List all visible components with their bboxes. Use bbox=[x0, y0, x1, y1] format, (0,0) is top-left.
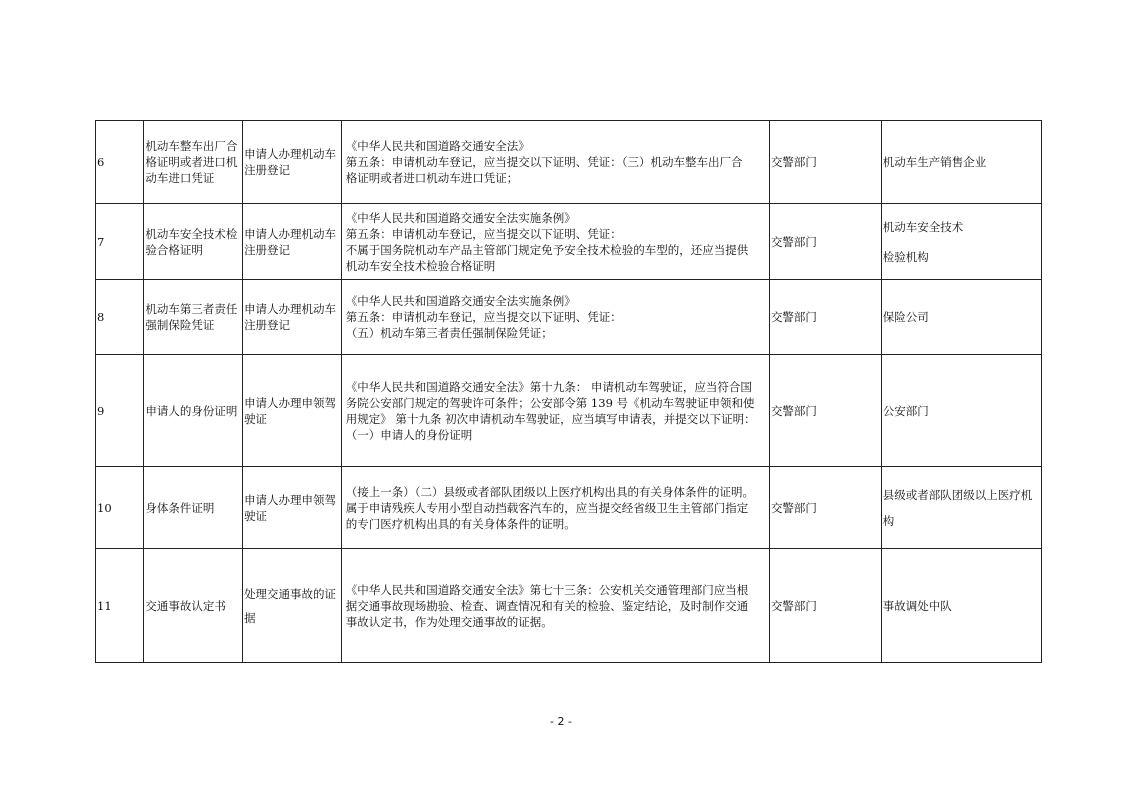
cell-basis: 《中华人民共和国道路交通安全法》第七十三条：公安机关交通管理部门应当根 据交通事故现场勘验、检查、调查情况和有关的检验、鉴定结论，及时制作交通 事故认定书，作为处理交通事故的证据。 bbox=[341, 549, 769, 663]
table-row bbox=[96, 549, 1042, 663]
cell-material: 机动车整车出厂合 格证明或者进口机 动车进口凭证 bbox=[144, 121, 243, 204]
cell-number: 9 bbox=[96, 355, 144, 467]
table-row bbox=[96, 204, 1042, 280]
cell-basis: 《中华人民共和国道路交通安全法》第十九条： 申请机动车驾驶证，应当符合国 务院公安部门规定的驾驶许可条件；公安部令第 139 号《机动车驾驶证申领和使 用规定》 第十九条 初次申请机动车驾驶证，应当填写申请表，并提交以下证明： （一）申请人的身份证明 bbox=[341, 355, 769, 467]
cell-basis: 《中华人民共和国道路交通安全法》 第五条：申请机动车登记，应当提交以下证明、凭证：（三）机动车整车出厂合 格证明或者进口机动车进口凭证； bbox=[341, 121, 769, 204]
cell-department: 交警部门 bbox=[769, 467, 881, 549]
cell-material: 机动车第三者责任 强制保险凭证 bbox=[144, 280, 243, 355]
cell-department: 交警部门 bbox=[769, 204, 881, 280]
cell-basis: 《中华人民共和国道路交通安全法实施条例》 第五条：申请机动车登记，应当提交以下证明、凭证： 不属于国务院机动车产品主管部门规定免予安全技术检验的车型的，还应当提供 机动车安全技术检验合格证明 bbox=[341, 204, 769, 280]
cell-number: 6 bbox=[96, 121, 144, 204]
cell-issuer: 事故调处中队 bbox=[881, 549, 1041, 663]
table-row bbox=[96, 355, 1042, 467]
cell-department: 交警部门 bbox=[769, 280, 881, 355]
cell-matter: 申请人办理机动车 注册登记 bbox=[243, 280, 342, 355]
cell-matter: 申请人办理机动车 注册登记 bbox=[243, 121, 342, 204]
table-row bbox=[96, 121, 1042, 204]
page-number: - 2 - bbox=[550, 715, 572, 728]
cell-issuer: 公安部门 bbox=[881, 355, 1041, 467]
cell-department: 交警部门 bbox=[769, 355, 881, 467]
table-row bbox=[96, 467, 1042, 549]
cell-department: 交警部门 bbox=[769, 549, 881, 663]
cell-issuer: 县级或者部队团级以上医疗机 构 bbox=[881, 467, 1041, 549]
cell-department: 交警部门 bbox=[769, 121, 881, 204]
cell-basis: 《中华人民共和国道路交通安全法实施条例》 第五条：申请机动车登记，应当提交以下证明、凭证： （五）机动车第三者责任强制保险凭证； bbox=[341, 280, 769, 355]
table-row bbox=[96, 280, 1042, 355]
cell-number: 7 bbox=[96, 204, 144, 280]
cell-matter: 处理交通事故的证 据 bbox=[243, 549, 342, 663]
cell-number: 11 bbox=[96, 549, 144, 663]
cell-matter: 申请人办理申领驾 驶证 bbox=[243, 467, 342, 549]
cell-matter: 申请人办理机动车 注册登记 bbox=[243, 204, 342, 280]
cell-material: 身体条件证明 bbox=[144, 467, 243, 549]
cell-issuer: 保险公司 bbox=[881, 280, 1041, 355]
certificate-table bbox=[95, 120, 1042, 663]
cell-issuer: 机动车安全技术 检验机构 bbox=[881, 204, 1041, 280]
cell-material: 申请人的身份证明 bbox=[144, 355, 243, 467]
cell-material: 交通事故认定书 bbox=[144, 549, 243, 663]
cell-number: 10 bbox=[96, 467, 144, 549]
cell-matter: 申请人办理申领驾 驶证 bbox=[243, 355, 342, 467]
cell-material: 机动车安全技术检 验合格证明 bbox=[144, 204, 243, 280]
cell-issuer: 机动车生产销售企业 bbox=[881, 121, 1041, 204]
cell-basis: （接上一条）（二）县级或者部队团级以上医疗机构出具的有关身体条件的证明。 属于申请残疾人专用小型自动挡载客汽车的，应当提交经省级卫生主管部门指定 的专门医疗机构出具的有关身体条件的证明。 bbox=[341, 467, 769, 549]
cell-number: 8 bbox=[96, 280, 144, 355]
